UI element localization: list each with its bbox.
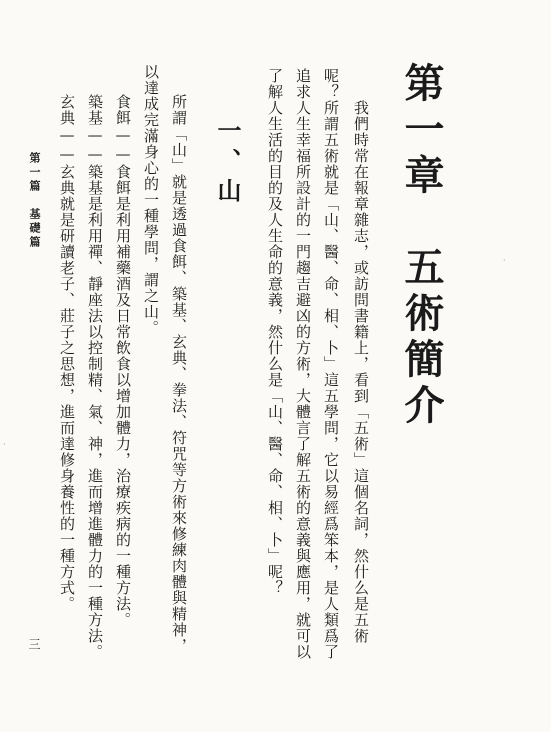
section-line-3: 食餌——食餌是利用補藥酒及日常飲食以增加體力，治療疾病的一種方法。 (114, 94, 132, 628)
chapter-title: 第一章 五術簡介 (398, 62, 445, 430)
scan-speck: · (3, 440, 6, 449)
page-number: 三 (27, 638, 41, 651)
intro-line-3: 追求人生幸福所設計的一門趨吉避凶的方術，大體言了解五術的意義與應用，就可以 (294, 68, 312, 660)
intro-line-2: 呢？所謂五術就是「山、醫、命、相、卜」這五學問，它以易經爲笨本，是人類爲了 (322, 68, 340, 660)
section-line-5: 玄典——玄典就是研讀老子、莊子之思想，進而達修身養性的一種方式。 (58, 94, 76, 612)
part-label: 第一篇 基礎篇 (28, 152, 41, 250)
section-line-1: 所謂「山」就是透過食餌、築基、玄典、拳法、符咒等方術來修練肉體與精神， (170, 94, 188, 654)
intro-line-1: 我們時常在報章雜志，或訪問書籍上，看到「五術」這個名詞，然什么是五術 (352, 100, 370, 644)
section-line-2: 以達成完滿身心的一種學問，謂之山。 (142, 64, 160, 336)
intro-line-4: 了解人生活的目的及人生命的意義，然什么是「山、醫、命、相、卜」呢？ (266, 68, 284, 596)
scan-speck: · (503, 256, 506, 265)
section-heading: 一、山 (213, 118, 242, 208)
section-line-4: 築基——築基是利用禪、靜座法以控制精、氣、神，進而增進體力的一種方法。 (86, 94, 104, 660)
